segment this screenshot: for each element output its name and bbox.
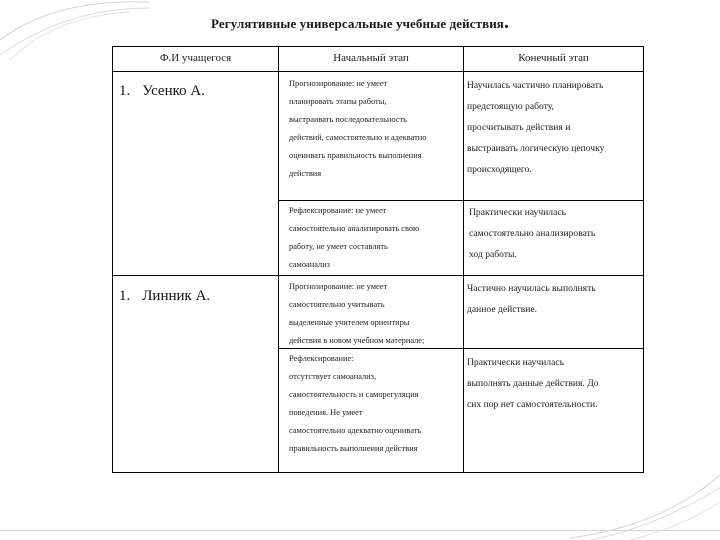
text-line: выполнять данные действия. До bbox=[467, 378, 599, 389]
text-line: действия в новом учебном материале; bbox=[289, 336, 425, 345]
text-line: выстраивать последовательность bbox=[289, 115, 407, 124]
text-line: самостоятельно анализировать bbox=[469, 228, 596, 239]
initial-stage-cell bbox=[289, 278, 459, 350]
text-line: происходящего. bbox=[467, 164, 532, 175]
column-divider bbox=[278, 47, 279, 472]
final-stage-cell bbox=[467, 278, 639, 320]
final-stage-cell bbox=[467, 75, 639, 180]
text-line: самоанализ bbox=[289, 260, 330, 269]
initial-stage-cell bbox=[289, 75, 459, 183]
text-line: предстоящую работу, bbox=[467, 101, 554, 112]
text-line: ход работы. bbox=[469, 249, 517, 260]
final-stage-cell bbox=[467, 352, 639, 415]
text-line: Научилась частично планировать bbox=[467, 80, 604, 91]
page-title bbox=[0, 11, 720, 34]
text-line: планировать этапы работы, bbox=[289, 97, 387, 106]
student-number: 1. bbox=[119, 288, 131, 304]
text-line: Прогнозирование: не умеет bbox=[289, 282, 388, 291]
column-divider bbox=[463, 47, 464, 472]
student-divider bbox=[113, 275, 643, 276]
text-line: Практически научилась bbox=[469, 207, 566, 218]
title-text: Регулятивные универсальные учебные действия bbox=[210, 16, 504, 31]
title-dot: . bbox=[503, 11, 510, 33]
text-line: Прогнозирование: не умеет bbox=[289, 79, 388, 88]
text-line: самостоятельность и саморегуляция bbox=[289, 390, 419, 399]
text-line: действий, самостоятельно и адекватно bbox=[289, 133, 427, 142]
text-line: самостоятельно адекватно оценивать bbox=[289, 426, 422, 435]
student-name bbox=[119, 288, 210, 305]
header-initial-stage: Начальный этап bbox=[333, 52, 409, 64]
bottom-rule bbox=[0, 530, 720, 531]
initial-stage-cell bbox=[289, 350, 459, 458]
text-line: данное действие. bbox=[467, 304, 538, 315]
text-line: Практически научилась bbox=[467, 357, 564, 368]
final-stage-cell bbox=[469, 202, 641, 265]
text-line: сих пор нет самостоятельности. bbox=[467, 399, 598, 410]
student-name bbox=[119, 83, 205, 100]
student-name-text: Линник А. bbox=[142, 288, 211, 304]
text-line: Частично научилась выполнять bbox=[467, 283, 596, 294]
initial-stage-cell bbox=[289, 202, 459, 274]
header-divider bbox=[113, 71, 643, 72]
student-name-text: Усенко А. bbox=[142, 83, 205, 99]
text-line: действия bbox=[289, 169, 322, 178]
text-line: оценивать правильность выполнения bbox=[289, 151, 422, 160]
text-line: правильность выполнения действия bbox=[289, 444, 418, 453]
row-divider bbox=[279, 200, 643, 201]
student-number: 1. bbox=[119, 83, 131, 99]
header-final-stage: Конечный этап bbox=[518, 52, 589, 64]
uud-table bbox=[112, 46, 644, 473]
text-line: просчитывать действия и bbox=[467, 122, 571, 133]
text-line: работу, не умеет составлять bbox=[289, 242, 388, 251]
header-student: Ф.И учащегося bbox=[159, 52, 232, 64]
text-line: поведения. Не умеет bbox=[289, 408, 363, 417]
text-line: Рефлексирование: bbox=[289, 354, 354, 363]
text-line: отсутствует самоанализ, bbox=[289, 372, 377, 381]
text-line: самостоятельно анализировать свою bbox=[289, 224, 420, 233]
row-divider bbox=[279, 348, 643, 349]
text-line: Рефлексирование: не умеет bbox=[289, 206, 387, 215]
text-line: самостоятельно учитывать bbox=[289, 300, 385, 309]
text-line: выстраивать логическую цепочку bbox=[467, 143, 605, 154]
text-line: выделенные учителем ориентиры bbox=[289, 318, 410, 327]
